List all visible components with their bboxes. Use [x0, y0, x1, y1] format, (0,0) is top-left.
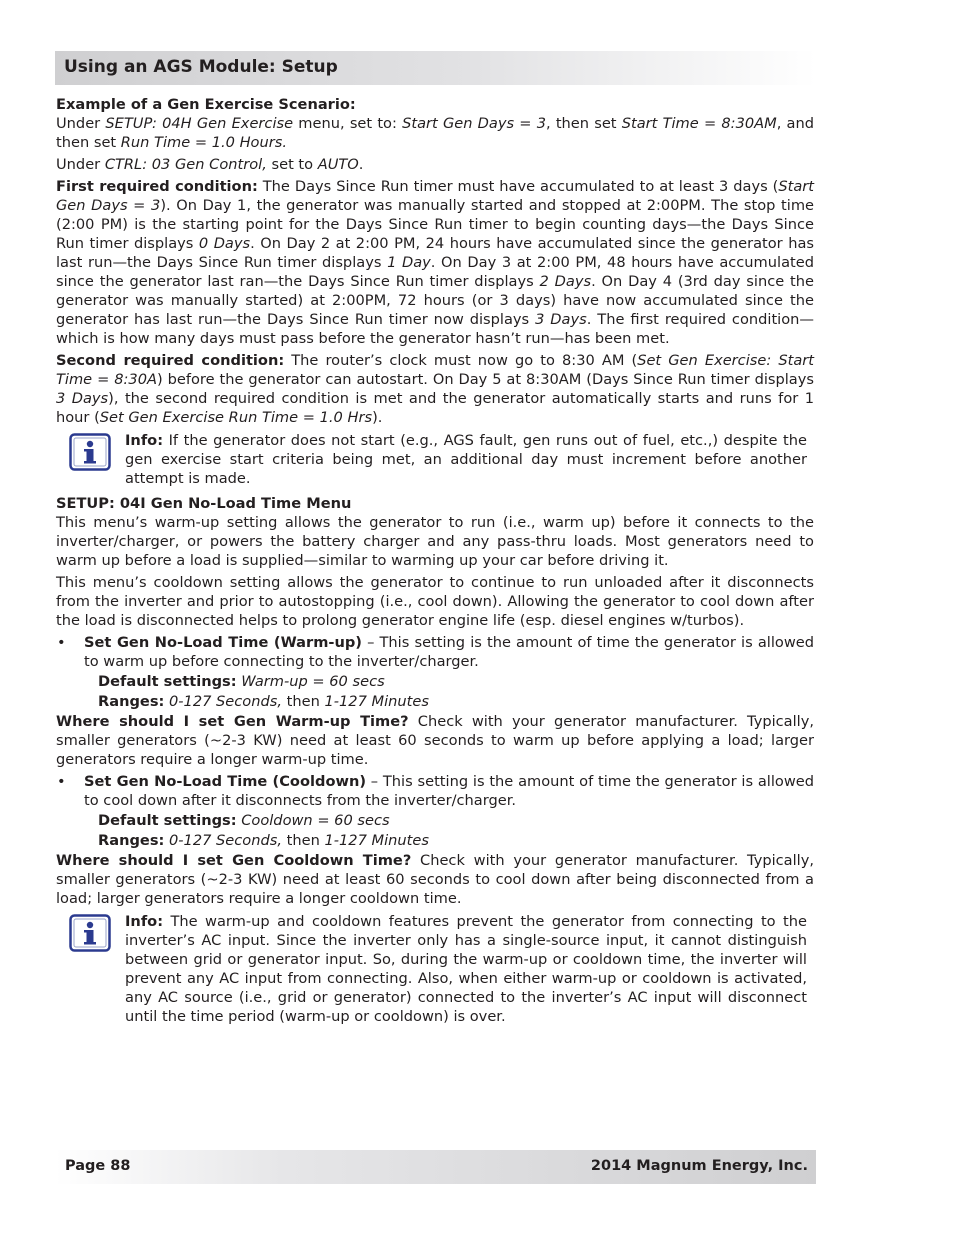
- first-condition-paragraph: First required condition: The Days Since Run timer must have accumulated to at least 3 days (Start Gen Days = 3). On Day 1, the generator was manually started and stopped at 2:00PM. The stop time (2:00 PM) is the starting point for the Days Since Run timer to begin counting days—the Days Since Run timer displays 0 Days. On Day 2 at 2:00 PM, 24 hours have accumulated since the generator has last run—the Days Since Run timer displays 1 Day. On Day 3 at 2:00 PM, 48 hours have accumulated since the generator last ran—the Days Since Run timer displays 2 Days. On Day 4 (3rd day since the generator was manually started) at 2:00PM, 72 hours (or 3 days) have now accumulated since the generator has last run—the Days Since Run timer now displays 3 Days. The first required condition—which is how many days must pass before the generator hasn’t run—has been met.: [56, 178, 815, 347]
- cooldown-ranges: Ranges: 0-127 Seconds, then 1-127 Minutes: [98, 832, 429, 849]
- info-icon: [69, 433, 111, 471]
- footer-bar: [55, 1150, 816, 1184]
- noload-heading: SETUP: 04I Gen No-Load Time Menu: [56, 495, 352, 512]
- section-header-bar: [55, 51, 816, 85]
- example-line2: Under CTRL: 03 Gen Control, set to AUTO.: [56, 156, 364, 173]
- warmup-bullet: • Set Gen No-Load Time (Warm-up) – This setting is the amount of time the generator is allowed to warm up before connecting to the inverter/charger.: [57, 634, 814, 670]
- cooldown-where-paragraph: Where should I set Gen Cooldown Time? Check with your generator manufacturer. Typically, smaller generators (~2-3 KW) need at least 60 seconds to cool down after being disconnected from a load; larger generators require a longer cooldown time.: [56, 852, 814, 907]
- bullet-dot: •: [57, 773, 66, 790]
- page-number: Page 88: [65, 1158, 131, 1174]
- example-heading: Example of a Gen Exercise Scenario:: [56, 96, 356, 113]
- copyright: 2014 Magnum Energy, Inc.: [590, 1158, 808, 1174]
- info-label: Info:: [125, 913, 164, 930]
- example-line1: Under SETUP: 04H Gen Exercise menu, set to: Start Gen Days = 3, then set Start Time = 8:30AM, and then set Run Time = 1.0 Hours.: [56, 115, 815, 151]
- page-content: [56, 95, 814, 1032]
- warmup-default: Default settings: Warm-up = 60 secs: [98, 673, 385, 690]
- warmup-settings: [56, 672, 814, 711]
- info-label: Info:: [125, 432, 164, 449]
- cooldown-bullet: • Set Gen No-Load Time (Cooldown) – This setting is the amount of time the generator is allowed to cool down after it disconnects from the inverter/charger.: [57, 773, 814, 809]
- cooldown-settings: [56, 811, 814, 850]
- warmup-where-paragraph: Where should I set Gen Warm-up Time? Check with your generator manufacturer. Typically, smaller generators (~2-3 KW) need at least 60 seconds to warm up before applying a load; larger generators require a longer warm-up time.: [56, 713, 814, 768]
- info-note-warmup-cooldown: [56, 912, 814, 1026]
- info-icon: [69, 914, 111, 952]
- info-text: If the generator does not start (e.g., AGS fault, gen runs out of fuel, etc.,) despite the gen exercise start criteria being met, an additional day must increment before another attempt is made.: [125, 432, 807, 487]
- noload-paragraph-1: This menu’s warm-up setting allows the generator to run (i.e., warm up) before it connects to the inverter/charger, or powers the battery charger and any pass-thru loads. Most generators need to warm up before a load is supplied—similar to warming up your car before driving it.: [56, 514, 814, 569]
- second-condition-paragraph: Second required condition: The router’s clock must now go to 8:30 AM (Set Gen Exercise: Start Time = 8:30A) before the generator can autostart. On Day 5 at 8:30AM (Days Since Run timer displays 3 Days), the second required condition is met and the generator automatically starts and runs for 1 hour (Set Gen Exercise Run Time = 1.0 Hrs).: [56, 352, 814, 426]
- noload-paragraph-2: This menu’s cooldown setting allows the generator to continue to run unloaded after it disconnects from the inverter and prior to autostopping (i.e., cool down). Allowing the generator to cool down after the load is disconnected helps to prolong generator engine life (esp. diesel engines w/turbos).: [56, 574, 814, 629]
- warmup-ranges: Ranges: 0-127 Seconds, then 1-127 Minutes: [98, 693, 429, 710]
- bullet-dot: •: [57, 634, 66, 651]
- info-note-exercise: [56, 431, 814, 488]
- info-text: The warm-up and cooldown features prevent the generator from connecting to the inverter’s AC input. Since the inverter only has a single-source input, it cannot distinguish between grid or generator input. So, during the warm-up or cooldown time, the inverter will prevent any AC input from connecting. Also, when either warm-up or cooldown is activated, any AC source (i.e., grid or generator) connected to the inverter’s AC input will disconnect until the time period (warm-up or cooldown) is over.: [125, 913, 807, 1025]
- section-title: Using an AGS Module: Setup: [64, 57, 338, 77]
- cooldown-default: Default settings: Cooldown = 60 secs: [98, 812, 390, 829]
